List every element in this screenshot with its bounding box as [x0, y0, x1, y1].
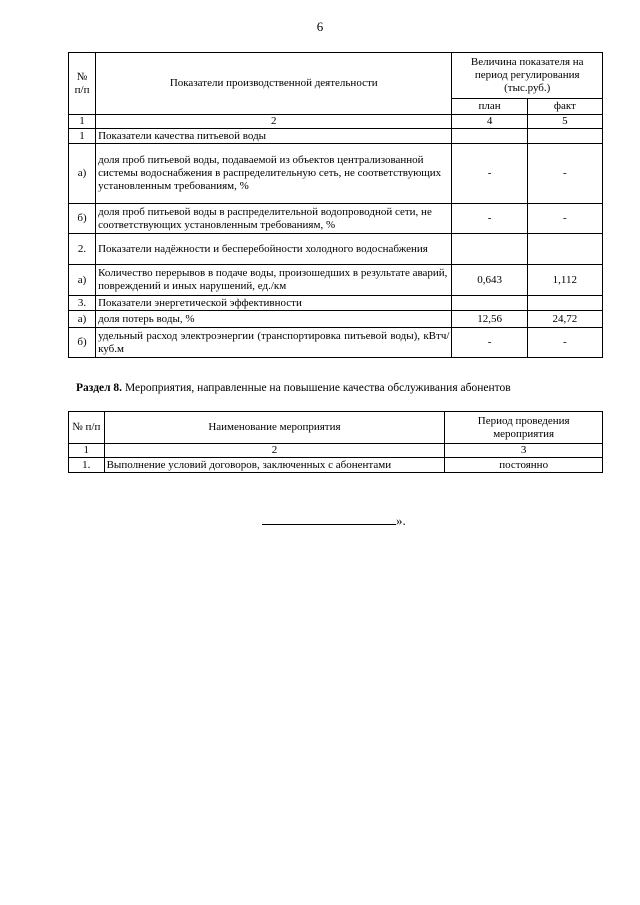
row-num: 1. — [69, 458, 105, 473]
indicators-table — [68, 52, 603, 358]
row-fact: 24,72 — [527, 311, 602, 328]
section-label: Раздел 8. — [76, 382, 123, 394]
header-plan: план — [452, 99, 527, 115]
row-plan: - — [452, 144, 527, 204]
table-row — [69, 458, 603, 473]
column-number: 1 — [69, 444, 105, 458]
row-fact — [527, 129, 602, 144]
row-num: а) — [69, 265, 96, 296]
row-plan — [452, 296, 527, 311]
row-plan: 12,56 — [452, 311, 527, 328]
table-row — [69, 144, 603, 204]
header-value-group: Величина показателя на период регулирования (тыс.руб.) — [452, 53, 603, 99]
table-row — [69, 129, 603, 144]
row-period: постоянно — [445, 458, 603, 473]
row-name: доля проб питьевой воды, подаваемой из объектов централизованной системы водоснабжения в распределительную сеть, не соответствующих установленным требованиям, % — [96, 144, 452, 204]
row-num: а) — [69, 311, 96, 328]
row-plan — [452, 129, 527, 144]
row-name: Показатели надёжности и бесперебойности холодного водоснабжения — [96, 234, 452, 265]
column-number: 2 — [104, 444, 445, 458]
column-number: 2 — [96, 115, 452, 129]
signature-blank-line — [262, 512, 396, 525]
row-fact — [527, 296, 602, 311]
row-name: Выполнение условий договоров, заключенных с абонентами — [104, 458, 445, 473]
header-num: № п/п — [69, 53, 96, 115]
column-number: 5 — [527, 115, 602, 129]
closing-line — [262, 512, 406, 529]
header-name: Наименование мероприятия — [104, 412, 445, 444]
table-row — [69, 311, 603, 328]
row-fact: - — [527, 204, 602, 234]
row-name: доля потерь воды, % — [96, 311, 452, 328]
table-row — [69, 204, 603, 234]
measures-table — [68, 411, 603, 473]
column-number: 1 — [69, 115, 96, 129]
closing-mark: ». — [396, 513, 406, 528]
row-num: 1 — [69, 129, 96, 144]
row-fact: - — [527, 328, 602, 358]
header-fact: факт — [527, 99, 602, 115]
row-num: б) — [69, 204, 96, 234]
row-num: б) — [69, 328, 96, 358]
table-row — [69, 265, 603, 296]
row-name: доля проб питьевой воды в распределительной водопроводной сети, не соответствующих установленным требованиям, % — [96, 204, 452, 234]
section-title: Мероприятия, направленные на повышение качества обслуживания абонентов — [124, 382, 511, 394]
row-fact: 1,112 — [527, 265, 602, 296]
row-name: Показатели энергетической эффективности — [96, 296, 452, 311]
header-period: Период проведения мероприятия — [445, 412, 603, 444]
row-name: Количество перерывов в подаче воды, произошедших в результате аварий, повреждений и иных нарушений, ед./км — [96, 265, 452, 296]
column-number: 4 — [452, 115, 527, 129]
header-name: Показатели производственной деятельности — [96, 53, 452, 115]
table-row — [69, 296, 603, 311]
page-number: 6 — [316, 19, 324, 34]
row-num: 2. — [69, 234, 96, 265]
row-num: а) — [69, 144, 96, 204]
section-8-heading — [76, 382, 616, 394]
table-row — [69, 328, 603, 358]
row-num: 3. — [69, 296, 96, 311]
row-plan — [452, 234, 527, 265]
table-header-row — [69, 53, 603, 99]
column-numbers-row — [69, 115, 603, 129]
row-name: Показатели качества питьевой воды — [96, 129, 452, 144]
row-plan: - — [452, 204, 527, 234]
column-number: 3 — [445, 444, 603, 458]
table-row — [69, 234, 603, 265]
row-plan: 0,643 — [452, 265, 527, 296]
row-name: удельный расход электроэнергии (транспортировка питьевой воды), кВтч/куб.м — [96, 328, 452, 358]
row-plan: - — [452, 328, 527, 358]
row-fact — [527, 234, 602, 265]
row-fact: - — [527, 144, 602, 204]
header-num: № п/п — [69, 412, 105, 444]
table-header-row — [69, 412, 603, 444]
column-numbers-row — [69, 444, 603, 458]
